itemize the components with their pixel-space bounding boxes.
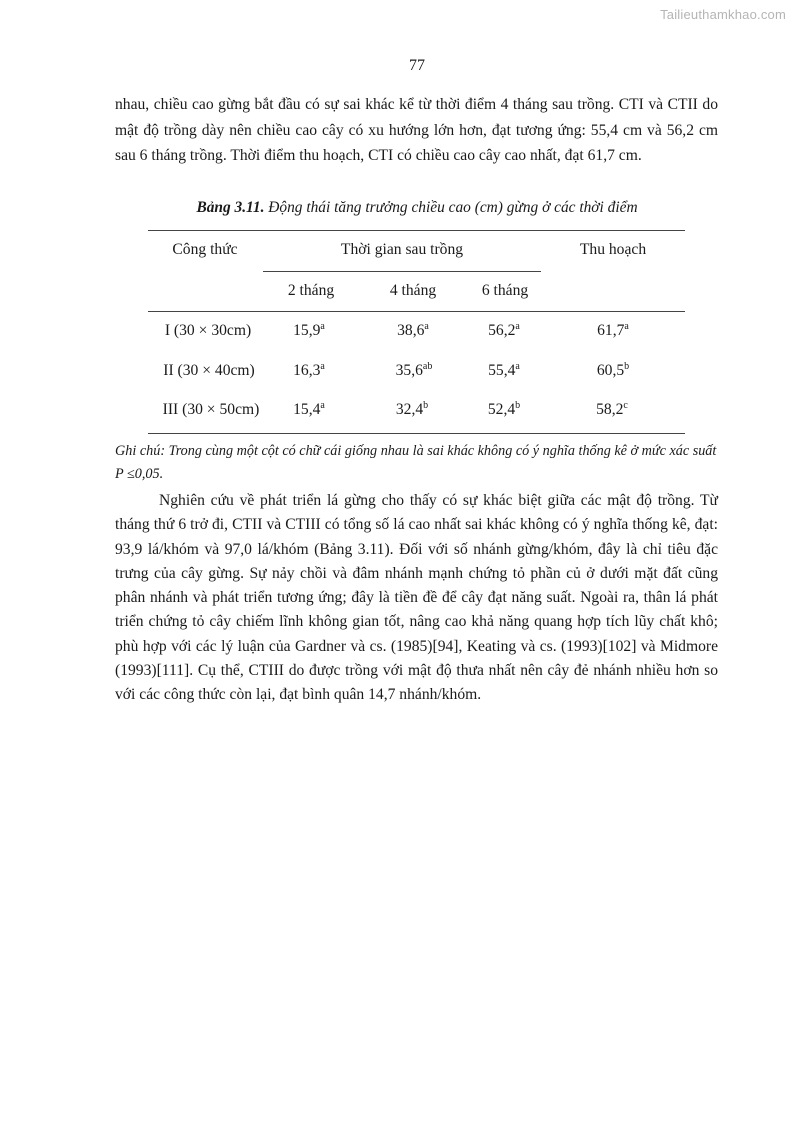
significance-letter: a (320, 361, 325, 372)
header-month-6: 6 tháng (481, 282, 529, 299)
header-time-after-planting: Thời gian sau trồng (340, 241, 464, 258)
row-3-month-6 (488, 401, 520, 419)
row-1-harvest (597, 322, 629, 340)
table-caption-label: Bảng 3.11. (196, 199, 265, 216)
header-month-2: 2 tháng (287, 282, 335, 299)
significance-letter: a (515, 321, 520, 332)
watermark: Tailieuthamkhao.com (660, 7, 786, 22)
row-3-label: III (30 × 50cm) (162, 401, 260, 418)
value: 15,9 (293, 322, 321, 339)
row-3-harvest (596, 401, 628, 419)
significance-letter: b (624, 361, 630, 372)
table-caption-text: Động thái tăng trưởng chiều cao (cm) gừng ở các thời điểm (264, 199, 638, 216)
row-3-month-2 (293, 401, 325, 419)
row-2-month-2 (293, 362, 325, 380)
value: 55,4 (488, 362, 516, 379)
significance-letter: a (320, 321, 325, 332)
significance-letter: a (515, 361, 520, 372)
paragraph-1: nhau, chiều cao gừng bắt đầu có sự sai khác kể từ thời điểm 4 tháng sau trồng. CTI và CTII do mật độ trồng dày nên chiều cao cây có xu hướng lớn hơn, đạt tương ứng: 55,4 cm và 56,2 cm sau 6 tháng trồng. Thời điểm thu hoạch, CTI có chiều cao cây cao nhất, đạt 61,7 cm. (115, 96, 718, 165)
row-1-month-2 (293, 322, 325, 340)
significance-letter: a (424, 321, 429, 332)
significance-letter: b (423, 400, 429, 411)
page-number: 77 (409, 57, 425, 74)
significance-letter: ab (422, 361, 433, 372)
row-2-month-6 (488, 362, 520, 380)
table-group-rule (263, 271, 541, 272)
row-2-harvest (597, 362, 629, 380)
significance-letter: b (515, 400, 521, 411)
value: 60,5 (596, 362, 625, 379)
header-formula: Công thức (172, 241, 238, 258)
significance-letter: c (623, 400, 628, 411)
value: 58,2 (596, 401, 624, 418)
table-bottom-rule (148, 433, 685, 434)
row-1-label: I (30 × 30cm) (164, 322, 252, 339)
row-3-month-4 (396, 401, 428, 419)
table-top-rule (148, 230, 685, 231)
value: 38,6 (397, 322, 425, 339)
row-2-month-4 (396, 362, 433, 380)
significance-letter: a (624, 321, 629, 332)
growth-table (148, 230, 685, 434)
value: 16,3 (293, 362, 321, 379)
table-caption (0, 199, 794, 217)
header-harvest: Thu hoạch (579, 241, 647, 258)
header-month-4: 4 tháng (389, 282, 437, 299)
value: 15,4 (293, 401, 321, 418)
value: 32,4 (395, 401, 424, 418)
value: 56,2 (488, 322, 516, 339)
significance-letter: a (320, 400, 325, 411)
table-header-rule (148, 311, 685, 312)
value: 61,7 (597, 322, 625, 339)
row-1-month-4 (397, 322, 429, 340)
value: 52,4 (487, 401, 516, 418)
row-1-month-6 (488, 322, 520, 340)
row-2-label: II (30 × 40cm) (163, 362, 255, 379)
table-note: Ghi chú: Trong cùng một cột có chữ cái giống nhau là sai khác không có ý nghĩa thống kê ở mức xác suất P ≤0,05. (115, 443, 717, 482)
paragraph-2: Nghiên cứu về phát triển lá gừng cho thấy có sự khác biệt giữa các mật độ trồng. Từ tháng thứ 6 trở đi, CTII và CTIII có tổng số lá cao nhất sai khác không có ý nghĩa thống kê, đạt: 93,9 lá/khóm và 97,0 lá/khóm (Bảng 3.11). Đối với số nhánh gừng/khóm, đây là chỉ tiêu đặc trưng của cây gừng. Sự nảy chồi và đâm nhánh mạnh chứng tỏ phần củ ở dưới mặt đất cũng phân nhánh và phát triển tương ứng; đây là tiền đề để cây đạt năng suất. Ngoài ra, thân lá phát triển chứng tỏ cây chiếm lĩnh không gian tốt, nâng cao khả năng quang hợp tích lũy chất khô; phù hợp với các lý luận của Gardner và cs. (1985)[94], Keating và cs. (1993)[102] và Midmore (1993)[111]. Cụ thể, CTIII do được trồng với mật độ thưa nhất nên cây đẻ nhánh nhiều hơn so với các công thức còn lại, đạt bình quân 14,7 nhánh/khóm. (115, 492, 718, 704)
value: 35,6 (395, 362, 423, 379)
